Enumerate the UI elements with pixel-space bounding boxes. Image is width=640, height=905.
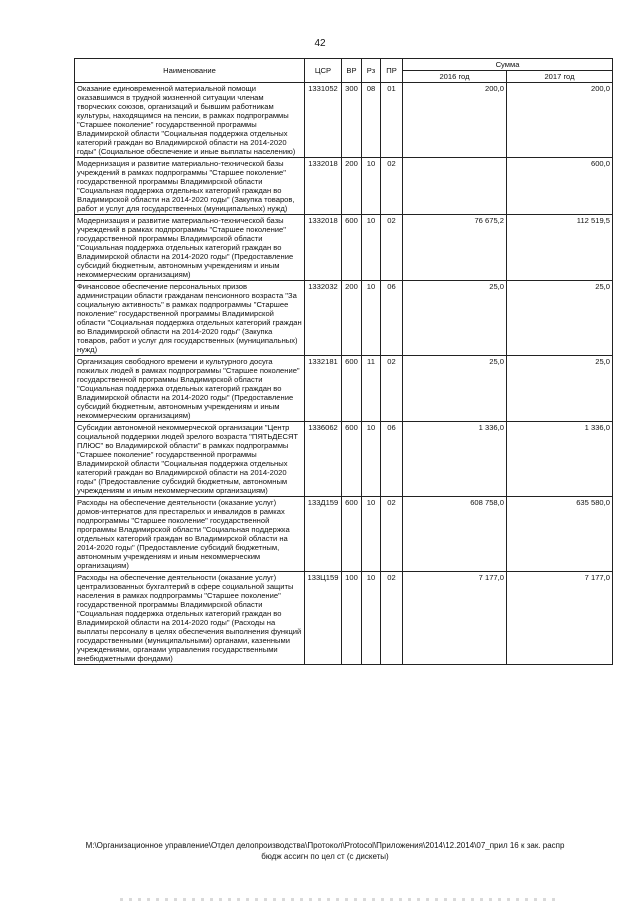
cell-name: Модернизация и развитие материально-технической базы учреждений в рамках подпрограммы "Старшее поколение" государственной программы Владимирской области "Социальная поддержка отдельных категорий граждан во Владимирской области на 2014-2020 годы" (Предоставление субсидий бюджетным, автономным учреждениям и иным некоммерческим организациям) [75, 215, 305, 281]
cell-name: Субсидии автономной некоммерческой организации "Центр социальной поддержки людей зрелого возраста "ПЯТЬДЕСЯТ ПЛЮС" во Владимирской области" в рамках подпрограммы "Старшее поколение" государственной программы Владимирской области "Социальная поддержка отдельных категорий граждан во Владимирской области на 2014-2020 годы" (Предоставление субсидий бюджетным, автономным учреждениям и иным некоммерческим организациям) [75, 422, 305, 497]
cell-vr: 600 [342, 215, 362, 281]
cell-name: Модернизация и развитие материально-технической базы учреждений в рамках подпрограммы "Старшее поколение" государственной программы Владимирской области "Социальная поддержка отдельных категорий граждан во Владимирской области на 2014-2020 годы" (Закупка товаров, работ и услуг для государственных (муниципальных) нужд) [75, 158, 305, 215]
table-row [75, 356, 613, 422]
cell-2016: 25,0 [403, 356, 507, 422]
header-pr: ПР [381, 59, 403, 83]
table-row [75, 215, 613, 281]
cell-2016 [403, 158, 507, 215]
cell-2017: 25,0 [507, 356, 613, 422]
cell-2017: 635 580,0 [507, 497, 613, 572]
cell-pr: 02 [381, 497, 403, 572]
cell-rz: 10 [362, 215, 381, 281]
cell-name: Финансовое обеспечение персональных призов администрации области гражданам пенсионного возраста "За социальную активность" в рамках подпрограммы "Старшее поколение" государственной программы Владимирской области "Социальная поддержка отдельных категорий граждан во Владимирской области на 2014-2020 годы" (Закупка товаров, работ и услуг для государственных (муниципальных) нужд) [75, 281, 305, 356]
file-path-line-1: M:\Организационное управление\Отдел делопроизводства\Протокол\Protocol\Приложения\2014\12.2014\07_прил 16 к зак. распр [85, 841, 565, 850]
cell-rz: 10 [362, 497, 381, 572]
cell-rz: 10 [362, 158, 381, 215]
cell-csr: 1331052 [305, 83, 342, 158]
cell-2016: 7 177,0 [403, 572, 507, 665]
cell-2017: 112 519,5 [507, 215, 613, 281]
cell-vr: 300 [342, 83, 362, 158]
cell-rz: 11 [362, 356, 381, 422]
scan-edge-artifact [120, 898, 560, 901]
cell-rz: 10 [362, 281, 381, 356]
cell-pr: 01 [381, 83, 403, 158]
table-header [75, 59, 613, 83]
cell-vr: 600 [342, 497, 362, 572]
header-name: Наименование [75, 59, 305, 83]
cell-rz: 08 [362, 83, 381, 158]
file-path-footer [40, 840, 610, 862]
cell-2016: 200,0 [403, 83, 507, 158]
header-csr: ЦСР [305, 59, 342, 83]
cell-2016: 25,0 [403, 281, 507, 356]
cell-pr: 06 [381, 281, 403, 356]
cell-vr: 200 [342, 281, 362, 356]
table-row [75, 83, 613, 158]
cell-pr: 02 [381, 572, 403, 665]
cell-2017: 600,0 [507, 158, 613, 215]
budget-table [74, 58, 613, 665]
cell-rz: 10 [362, 422, 381, 497]
cell-rz: 10 [362, 572, 381, 665]
cell-vr: 600 [342, 422, 362, 497]
cell-csr: 1332181 [305, 356, 342, 422]
page-number: 42 [314, 38, 326, 49]
cell-2017: 7 177,0 [507, 572, 613, 665]
table-row [75, 422, 613, 497]
cell-csr: 1332032 [305, 281, 342, 356]
cell-vr: 100 [342, 572, 362, 665]
cell-name: Расходы на обеспечение деятельности (оказание услуг) домов-интернатов для престарелых и инвалидов в рамках подпрограммы "Старшее поколение" государственной программы Владимирской области "Социальная поддержка отдельных категорий граждан во Владимирской области на 2014-2020 годы" (Предоставление субсидий бюджетным, автономным учреждениям и иным некоммерческим организациям) [75, 497, 305, 572]
header-vr: ВР [342, 59, 362, 83]
table-row [75, 158, 613, 215]
cell-name: Организация свободного времени и культурного досуга пожилых людей в рамках подпрограммы "Старшее поколение" государственной программы Владимирской области "Социальная поддержка отдельных категорий граждан во Владимирской области на 2014-2020 годы" (Предоставление субсидий бюджетным, автономным учреждениям и иным некоммерческим организациям) [75, 356, 305, 422]
cell-vr: 200 [342, 158, 362, 215]
table-body [75, 83, 613, 665]
header-year-2016: 2016 год [403, 71, 507, 83]
cell-2016: 608 758,0 [403, 497, 507, 572]
file-path-line-2: бюдж ассигн по цел ст (с дискеты) [261, 852, 389, 861]
cell-pr: 02 [381, 158, 403, 215]
header-rz: Рз [362, 59, 381, 83]
table-row [75, 281, 613, 356]
cell-2016: 76 675,2 [403, 215, 507, 281]
cell-2017: 25,0 [507, 281, 613, 356]
header-year-2017: 2017 год [507, 71, 613, 83]
cell-name: Оказание единовременной материальной помощи оказавшимся в трудной жизненной ситуации членам творческих союзов, организаций и бывшим работникам культуры, находящимся на пенсии, в рамках подпрограммы "Старшее поколение" государственной программы Владимирской области "Социальная поддержка отдельных категорий граждан во Владимирской области на 2014-2020 годы" (Социальное обеспечение и иные выплаты населению) [75, 83, 305, 158]
header-sum: Сумма [403, 59, 613, 71]
cell-2016: 1 336,0 [403, 422, 507, 497]
cell-pr: 02 [381, 356, 403, 422]
cell-csr: 1332018 [305, 158, 342, 215]
cell-2017: 1 336,0 [507, 422, 613, 497]
cell-2017: 200,0 [507, 83, 613, 158]
cell-pr: 02 [381, 215, 403, 281]
cell-vr: 600 [342, 356, 362, 422]
cell-csr: 133Ц159 [305, 572, 342, 665]
cell-csr: 1332018 [305, 215, 342, 281]
table-row [75, 572, 613, 665]
cell-name: Расходы на обеспечение деятельности (оказание услуг) централизованных бухгалтерий в сфере социальной защиты населения в рамках подпрограммы "Старшее поколение" государственной программы Владимирской области "Социальная поддержка отдельных категорий граждан во Владимирской области на 2014-2020 годы" (Расходы на выплаты персоналу в целях обеспечения выполнения функций государственными (муниципальными) органами, казенными учреждениями, органами управления государственными внебюджетными фондами) [75, 572, 305, 665]
table-row [75, 497, 613, 572]
cell-csr: 1336062 [305, 422, 342, 497]
cell-pr: 06 [381, 422, 403, 497]
cell-csr: 133Д159 [305, 497, 342, 572]
